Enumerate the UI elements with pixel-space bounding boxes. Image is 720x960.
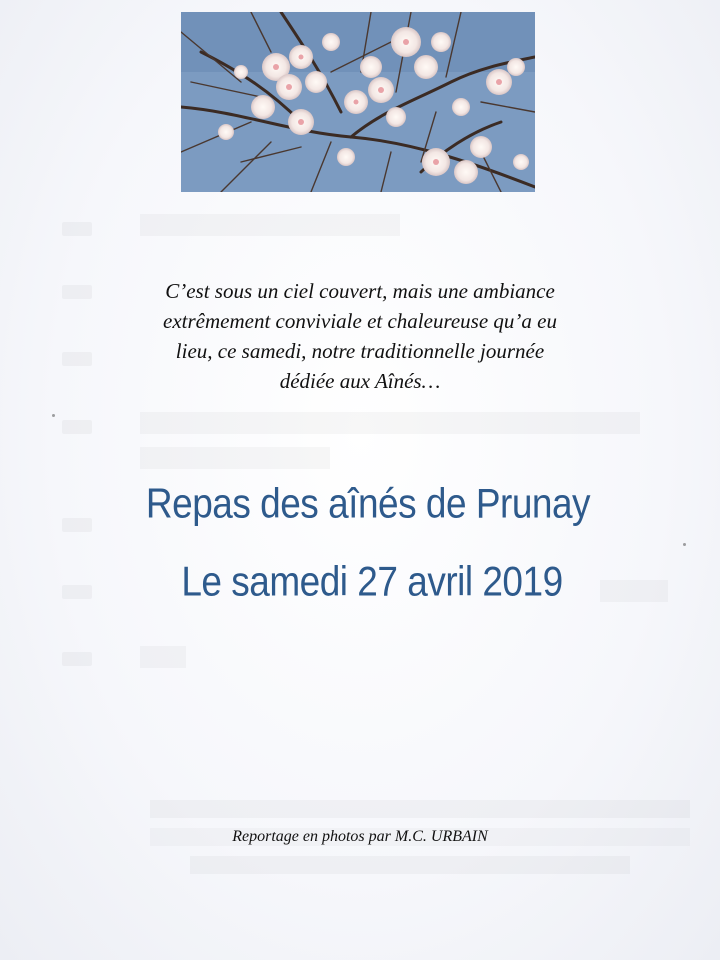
speck bbox=[683, 543, 686, 546]
ghost-text bbox=[140, 214, 400, 236]
event-date: Le samedi 27 avril 2019 bbox=[181, 558, 563, 605]
ghost-bullet bbox=[62, 420, 92, 434]
ghost-text bbox=[140, 646, 186, 668]
intro-line: lieu, ce samedi, notre traditionnelle journée bbox=[175, 339, 545, 363]
speck bbox=[52, 414, 55, 417]
almond-blossom-photo bbox=[181, 12, 535, 192]
ghost-text bbox=[150, 800, 690, 818]
blossom-branch-icon bbox=[181, 12, 535, 192]
intro-line: extrêmement conviviale et chaleureuse qu’a eu bbox=[163, 309, 557, 333]
event-title: Repas des aînés de Prunay bbox=[145, 480, 591, 527]
intro-paragraph bbox=[80, 276, 640, 396]
intro-line: C’est sous un ciel couvert, mais une ambiance bbox=[165, 279, 555, 303]
ghost-text bbox=[190, 856, 630, 874]
intro-line: dédiée aux Aînés… bbox=[279, 369, 441, 393]
ghost-bullet bbox=[62, 652, 92, 666]
ghost-text bbox=[140, 447, 330, 469]
photo-credit: Reportage en photos par M.C. URBAIN bbox=[232, 828, 488, 845]
ghost-bullet bbox=[62, 222, 92, 236]
ghost-text bbox=[140, 412, 640, 434]
